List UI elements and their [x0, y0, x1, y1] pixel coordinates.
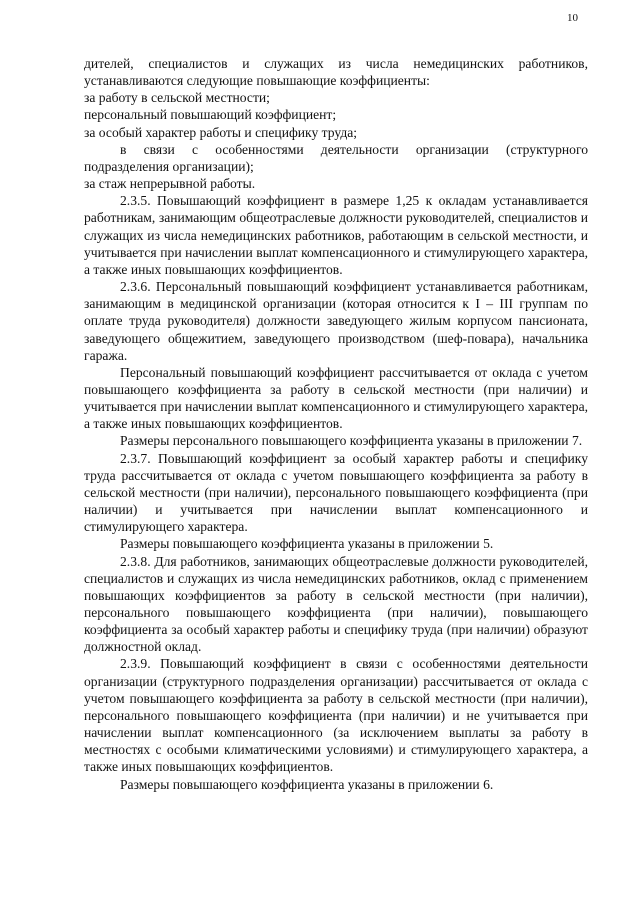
paragraph: Размеры повышающего коэффициента указаны в приложении 5.: [120, 536, 494, 552]
paragraph: Размеры персонального повышающего коэффициента указаны в приложении 7.: [120, 433, 583, 449]
clause-2-3-8: 2.3.8. Для работников, занимающих общеотраслевые должности руководителей, специалистов и служащих из числа немедицинских работников, оклад с применением повышающих коэффициентов за работу в сельской местности (при наличии), персонального повышающего коэффициента (при наличии), повышающего коэффициента за особый характер работы и специфику труда (при наличии) образуют должностной оклад.: [84, 553, 588, 655]
document-body: [84, 55, 588, 793]
paragraph-continued: дителей, специалистов и служащих из числа немедицинских работников, устанавливаются следующие повышающие коэффициенты:: [84, 56, 588, 89]
coefficient-list-item: за стаж непрерывной работы.: [84, 176, 256, 192]
coefficient-list-item: за особый характер работы и специфику труда;: [84, 124, 358, 140]
paragraph: Размеры повышающего коэффициента указаны в приложении 6.: [120, 776, 494, 792]
clause-2-3-7: 2.3.7. Повышающий коэффициент за особый характер работы и специфику труда рассчитывается от оклада с учетом повышающего коэффициента за работу в сельской местности (при наличии), персонального повышающего коэффициента (при наличии) и учитывается при начислении выплат компенсационного и стимулирующего характера.: [84, 450, 588, 535]
coefficient-list-item: персональный повышающий коэффициент;: [84, 107, 337, 123]
coefficient-list-item: в связи с особенностями деятельности организации (структурного подразделения организации);: [84, 141, 588, 174]
paragraph: Персональный повышающий коэффициент рассчитывается от оклада с учетом повышающего коэффициента за работу в сельской местности (при наличии) и учитывается при начислении выплат компенсационного и стимулирующего характера, а также иных повышающих коэффициентов.: [84, 364, 588, 432]
page-number: 10: [567, 12, 578, 24]
clause-2-3-5: 2.3.5. Повышающий коэффициент в размере 1,25 к окладам устанавливается работникам, занимающим общеотраслевые должности руководителей, специалистов и служащих из числа немедицинских работников, работающим в сельской местности, и учитывается при начислении выплат компенсационного и стимулирующего характера, а также иных повышающих коэффициентов.: [84, 193, 588, 277]
clause-2-3-9: 2.3.9. Повышающий коэффициент в связи с особенностями деятельности организации (структурного подразделения организации) рассчитывается от оклада с учетом повышающего коэффициента за работу в сельской местности (при наличии), персонального повышающего коэффициента (при наличии) и не учитывается при начислении выплат компенсационного (за исключением выплаты за работу в местностях с особыми климатическими условиями) и стимулирующего характера, а также иных повышающих коэффициентов.: [84, 656, 588, 775]
clause-2-3-6: 2.3.6. Персональный повышающий коэффициент устанавливается работникам, занимающим в медицинской организации (которая относится к I – III группам по оплате труда руководителя) должности заведующего жилым корпусом пансионата, заведующего общежитием, заведующего производством (шеф-повара), начальника гаража.: [84, 279, 588, 363]
coefficient-list-item: за работу в сельской местности;: [84, 90, 270, 106]
